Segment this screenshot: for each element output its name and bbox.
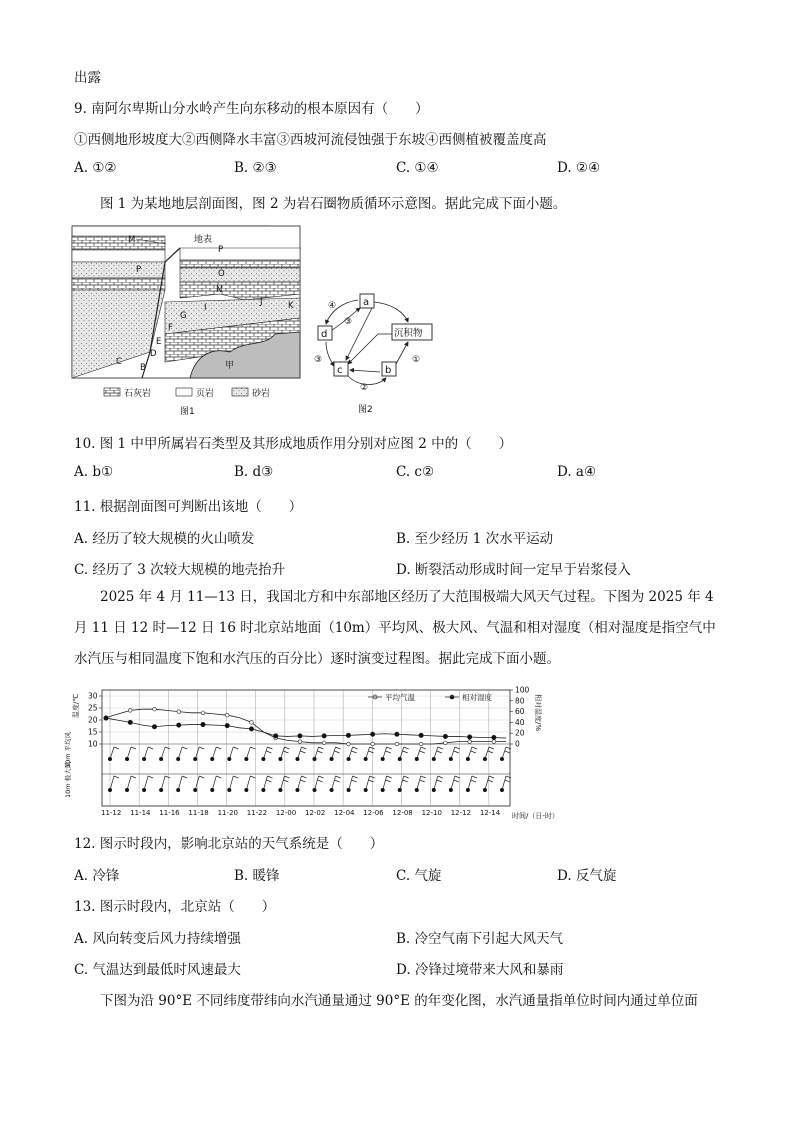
mean-temp-point: [322, 741, 326, 745]
rel-humidity-point: [249, 727, 253, 731]
q12-option-c[interactable]: C. 气旋: [396, 868, 442, 884]
gust-flag: [454, 780, 459, 782]
legend-shale: 页岩: [196, 389, 215, 399]
q9-option-b[interactable]: B. ②③: [234, 160, 277, 176]
gust-barb: [315, 776, 319, 790]
mean-wind-flag: [420, 751, 425, 753]
question-10-stem: 10. 图 1 中甲所属岩石类型及其形成地质作用分别对应图 2 中的（ ）: [74, 436, 513, 452]
fig1-label-i: I: [204, 303, 207, 313]
mean-wind-flag: [250, 747, 255, 749]
gust-station-dot: [313, 788, 317, 792]
rel-humidity-point: [104, 716, 108, 720]
gust-flag: [131, 776, 136, 778]
mean-wind-flag: [421, 747, 426, 749]
rel-humidity-point: [322, 734, 326, 738]
x-tick-label: 12-02: [305, 809, 326, 817]
gust-barb: [400, 776, 404, 790]
q12-option-d[interactable]: D. 反气旋: [557, 868, 617, 884]
gust-flag: [283, 780, 288, 782]
intro-vapor-flux: 下图为沿 90°E 不同纬度带纬向水汽通量通过 90°E 的年变化图，水汽通量指单位时间内通过单位面: [100, 993, 698, 1009]
gust-flag: [182, 776, 187, 778]
left-axis-label: 温度/℃: [72, 693, 80, 718]
gust-flag: [165, 776, 170, 778]
mean-wind-flag: [216, 747, 221, 749]
rel-humidity-point: [443, 734, 447, 738]
x-tick-label: 12-04: [334, 809, 355, 817]
mean-wind-flag: [437, 751, 442, 753]
mean-wind-flag: [387, 747, 392, 749]
fig2-node-a: a: [363, 297, 370, 308]
rel-humidity-point: [419, 733, 423, 737]
gust-flag: [266, 780, 271, 782]
left-axis-tick-label: 10: [88, 739, 98, 749]
left-axis-tick-label: 20: [88, 715, 98, 725]
q11-option-c[interactable]: C. 经历了 3 次较大规模的地壳抬升: [74, 562, 286, 578]
mean-wind-flag: [182, 747, 187, 749]
mean-wind-barb: [144, 747, 148, 759]
mean-temp-point: [371, 742, 375, 746]
rel-humidity-point: [492, 735, 496, 739]
rel-humidity-point: [298, 734, 302, 738]
gust-flag: [404, 776, 409, 778]
gust-barb: [280, 776, 284, 790]
right-axis-tick-label: 60: [515, 707, 525, 717]
q9-option-a[interactable]: A. ①②: [74, 160, 117, 176]
mean-wind-flag: [131, 747, 136, 749]
fig1-label-f: F: [168, 323, 173, 333]
right-axis-tick-label: 0: [515, 739, 520, 749]
q9-option-c[interactable]: C. ①④: [396, 160, 439, 176]
legend-limestone: 石灰岩: [124, 389, 152, 399]
x-tick-label: 12-12: [450, 809, 472, 817]
fig1-label-jia: 甲: [225, 361, 235, 371]
fig1-label-d: D: [150, 349, 157, 359]
x-tick-label: 11-22: [246, 809, 268, 817]
gust-barb: [434, 776, 438, 790]
gust-barb: [195, 776, 199, 790]
mean-wind-station-dot: [313, 757, 317, 761]
gust-barb: [263, 776, 267, 790]
question-9-statements: ①西侧地形坡度大②西侧降水丰富③西坡河流侵蚀强于东坡④西侧植被覆盖度高: [74, 132, 547, 148]
gust-flag: [336, 776, 341, 778]
gust-barb: [229, 776, 233, 790]
mean-wind-flag: [505, 751, 510, 753]
gust-flag: [420, 780, 425, 782]
intro-rock-figures: 图 1 为某地地层剖面图，图 2 为岩石圈物质循环示意图。据此完成下面小题。: [100, 196, 567, 212]
gust-barb: [297, 776, 301, 790]
gust-flag: [472, 776, 477, 778]
mean-wind-flag: [267, 747, 272, 749]
rel-humidity-point: [395, 732, 399, 736]
mean-wind-flag: [353, 747, 358, 749]
fig1-label-m: M: [128, 235, 136, 245]
mean-temp-point: [201, 711, 205, 715]
q10-option-c[interactable]: C. c②: [396, 464, 435, 480]
x-tick-label: 11-14: [130, 809, 151, 817]
mean-wind-barb: [263, 747, 267, 759]
mean-wind-flag: [336, 747, 341, 749]
q10-option-d[interactable]: D. a④: [557, 464, 597, 480]
fig1-label-p: P: [136, 265, 142, 275]
question-13-stem: 13. 图示时段内，北京站（ ）: [74, 899, 276, 915]
gust-barb: [451, 776, 455, 790]
mean-wind-barb: [366, 747, 370, 759]
figure-beijing-weather-chart: [64, 682, 570, 822]
fig1-label-g: G: [180, 311, 187, 321]
gust-flag: [471, 780, 476, 782]
q13-option-b[interactable]: B. 冷空气南下引起大风天气: [396, 931, 564, 947]
mean-wind-flag: [404, 747, 409, 749]
mean-wind-barb: [246, 747, 250, 759]
fig1-label-p-right: P: [218, 245, 224, 255]
mean-wind-flag: [472, 747, 477, 749]
right-axis-label: 相对湿度/%: [534, 694, 542, 732]
right-axis-tick-label: 40: [515, 717, 525, 727]
mean-wind-barb: [468, 747, 472, 759]
figure-1-stratigraphic-section: [70, 222, 306, 418]
mean-wind-flag: [471, 751, 476, 753]
question-9-stem: 9. 南阿尔卑斯山分水岭产生向东移动的根本原因有（ ）: [74, 101, 429, 117]
mean-temp-point: [177, 710, 181, 714]
rel-humidity-point: [273, 734, 277, 738]
rel-humidity-point: [225, 723, 229, 727]
row-label-gust: 10m 极大风: [64, 761, 72, 798]
fig2-node-d: d: [321, 329, 328, 340]
gust-flag: [301, 776, 306, 778]
gust-barb: [178, 776, 182, 790]
mean-temp-point: [468, 740, 472, 744]
fig1-label-c: C: [116, 357, 122, 367]
mean-wind-barb: [349, 747, 353, 759]
mean-temp-point: [298, 740, 302, 744]
mean-wind-flag: [369, 751, 374, 753]
fig2-arrow-3-lower: ③: [314, 355, 323, 365]
mean-temp-point: [395, 742, 399, 746]
mean-wind-flag: [386, 751, 391, 753]
right-axis-tick-label: 80: [515, 696, 525, 706]
fig2-arrow-4: ④: [328, 301, 337, 311]
x-tick-label: 11-20: [217, 809, 238, 817]
rel-humidity-point: [201, 722, 205, 726]
q11-option-a[interactable]: A. 经历了较大规模的火山喷发: [74, 531, 255, 547]
mean-temp-point: [492, 740, 496, 744]
mean-wind-flag: [301, 747, 306, 749]
gust-flag: [319, 776, 324, 778]
gust-flag: [369, 780, 374, 782]
gust-flag: [352, 780, 357, 782]
mean-wind-flag: [438, 747, 443, 749]
fig1-label-surface: 地表: [194, 235, 213, 245]
left-axis-tick-label: 15: [88, 727, 98, 737]
x-tick-label: 12-14: [479, 809, 501, 817]
gust-flag: [437, 780, 442, 782]
gust-barb: [144, 776, 148, 790]
question-12-stem: 12. 图示时段内，影响北京站的天气系统是（ ）: [74, 836, 384, 852]
fig1-label-e: E: [156, 337, 162, 347]
fig1-label-j: J: [260, 297, 263, 307]
figure-2-caption: 图2: [358, 405, 373, 415]
fig2-node-sediment: 沉积物: [394, 328, 423, 339]
x-tick-label: 11-16: [159, 809, 180, 817]
mean-wind-barb: [332, 747, 336, 759]
gust-flag: [114, 776, 119, 778]
gust-flag: [505, 780, 510, 782]
mean-wind-flag: [199, 747, 204, 749]
mean-wind-barb: [434, 747, 438, 759]
gust-flag: [250, 776, 255, 778]
right-axis-tick-label: 100: [515, 685, 530, 695]
gust-barb: [127, 776, 131, 790]
fig1-label-n: N: [216, 285, 223, 295]
q13-option-a[interactable]: A. 风向转变后风力持续增强: [74, 931, 241, 947]
q12-option-b[interactable]: B. 暖锋: [234, 868, 280, 884]
legend-sandstone: 砂岩: [252, 389, 271, 399]
mean-wind-flag: [455, 747, 460, 749]
left-axis-tick-label: 30: [88, 691, 98, 701]
mean-wind-barb: [110, 747, 114, 759]
mean-temp-point: [250, 721, 254, 725]
gust-flag: [489, 776, 494, 778]
continued-text: 出露: [74, 70, 101, 86]
mean-wind-flag: [233, 747, 238, 749]
mean-wind-flag: [284, 747, 289, 749]
mean-wind-flag: [283, 751, 288, 753]
x-axis-label: 时间/（日-时）: [512, 812, 559, 820]
q11-option-b[interactable]: B. 至少经历 1 次水平运动: [396, 531, 554, 547]
row-label-mean-wind: 10m 平均风: [64, 731, 72, 768]
fig1-label-o: O: [218, 269, 225, 279]
mean-wind-flag: [352, 751, 357, 753]
q13-option-d[interactable]: D. 冷锋过境带来大风和暴雨: [396, 962, 564, 978]
gust-flag: [353, 776, 358, 778]
gust-station-dot: [261, 788, 265, 792]
mean-wind-barb: [280, 747, 284, 759]
gust-flag: [438, 776, 443, 778]
mean-wind-flag: [114, 747, 119, 749]
figure-1-caption: 图1: [180, 407, 195, 417]
fig2-arrow-1: ①: [412, 355, 421, 365]
mean-temp-point: [444, 741, 448, 745]
gust-flag: [421, 776, 426, 778]
gust-barb: [332, 776, 336, 790]
mean-wind-barb: [485, 747, 489, 759]
x-tick-label: 12-00: [275, 809, 297, 817]
mean-wind-barb: [417, 747, 421, 759]
q10-option-b[interactable]: B. d③: [234, 464, 274, 480]
gust-barb: [502, 776, 506, 790]
mean-wind-flag: [403, 751, 408, 753]
q13-option-c[interactable]: C. 气温达到最低时风速最大: [74, 962, 241, 978]
mean-wind-flag: [300, 751, 305, 753]
x-tick-label: 12-06: [363, 809, 384, 817]
mean-temp-point: [128, 709, 132, 713]
gust-barb: [468, 776, 472, 790]
mean-wind-flag: [489, 747, 494, 749]
mean-wind-barb: [451, 747, 455, 759]
figure-2-rock-cycle: [312, 290, 442, 418]
mean-wind-barb: [212, 747, 216, 759]
q12-option-a[interactable]: A. 冷锋: [74, 868, 120, 884]
intro-beijing-wind: 2025 年 4 月 11—13 日，我国北方和中东部地区经历了大范围极端大风天气过程。下图为 2025 年 4 月 11 日 12 时—12 日 16 时北京站地面（10m）平均风、极大风、气温和相对湿度（相对湿度是指空气中水汽压与相同温度下饱和水汽压的百分比）逐时演变过程图。据此完成下面小题。: [74, 589, 716, 667]
gust-barb: [212, 776, 216, 790]
gust-barb: [349, 776, 353, 790]
left-axis-tick-label: 25: [88, 703, 98, 713]
x-tick-label: 12-10: [421, 809, 442, 817]
gust-barb: [366, 776, 370, 790]
mean-wind-flag: [165, 747, 170, 749]
gust-flag: [300, 780, 305, 782]
mean-wind-flag: [266, 751, 271, 753]
x-tick-label: 11-18: [188, 809, 209, 817]
q10-option-a[interactable]: A. b①: [74, 464, 114, 480]
x-tick-label: 11-12: [101, 809, 122, 817]
gust-flag: [455, 776, 460, 778]
mean-temp-point: [225, 713, 229, 717]
gust-flag: [267, 776, 272, 778]
mean-wind-barb: [297, 747, 301, 759]
gust-barb: [246, 776, 250, 790]
gust-flag: [199, 776, 204, 778]
mean-wind-barb: [229, 747, 233, 759]
gust-flag: [148, 776, 153, 778]
rel-humidity-point: [346, 733, 350, 737]
mean-wind-barb: [161, 747, 165, 759]
mean-wind-barb: [195, 747, 199, 759]
q11-option-d[interactable]: D. 断裂活动形成时间一定早于岩浆侵入: [396, 562, 631, 578]
q9-option-d[interactable]: D. ②④: [557, 160, 601, 176]
mean-wind-barb: [127, 747, 131, 759]
legend-rel-humidity: 相对湿度: [462, 693, 492, 702]
gust-barb: [110, 776, 114, 790]
gust-flag: [403, 780, 408, 782]
gust-barb: [383, 776, 387, 790]
fig2-node-c: c: [337, 365, 343, 376]
gust-flag: [318, 780, 323, 782]
rel-humidity-point: [152, 725, 156, 729]
mean-wind-barb: [315, 747, 319, 759]
mean-wind-flag: [335, 751, 340, 753]
mean-wind-flag: [318, 751, 323, 753]
gust-flag: [284, 776, 289, 778]
gust-flag: [387, 776, 392, 778]
fig1-label-b: B: [140, 363, 146, 373]
mean-wind-flag: [454, 751, 459, 753]
gust-flag: [386, 780, 391, 782]
gust-barb: [161, 776, 165, 790]
gust-flag: [216, 776, 221, 778]
mean-wind-station-dot: [261, 757, 265, 761]
mean-wind-flag: [148, 747, 153, 749]
gust-flag: [233, 776, 238, 778]
mean-temp-point: [347, 742, 351, 746]
rel-humidity-point: [128, 720, 132, 724]
gust-flag: [335, 780, 340, 782]
fig1-label-k: K: [288, 301, 294, 311]
mean-wind-barb: [383, 747, 387, 759]
gust-barb: [485, 776, 489, 790]
fig2-node-b: b: [385, 365, 392, 376]
rel-humidity-point: [177, 723, 181, 727]
rel-humidity-point: [370, 732, 374, 736]
gust-barb: [417, 776, 421, 790]
mean-temp-point: [419, 742, 423, 746]
legend-mean-temp: 平均气温: [385, 693, 415, 702]
mean-wind-barb: [178, 747, 182, 759]
rel-humidity-point: [467, 735, 471, 739]
x-tick-label: 12-08: [392, 809, 413, 817]
fig2-arrow-3-upper: ③: [344, 317, 353, 327]
mean-wind-barb: [502, 747, 506, 759]
mean-wind-flag: [319, 747, 324, 749]
mean-temp-point: [153, 707, 157, 711]
right-axis-tick-label: 20: [515, 728, 525, 738]
fig2-arrow-2: ②: [360, 383, 369, 393]
question-11-stem: 11. 根据剖面图可判断出该地（ ）: [74, 499, 303, 515]
mean-wind-barb: [400, 747, 404, 759]
